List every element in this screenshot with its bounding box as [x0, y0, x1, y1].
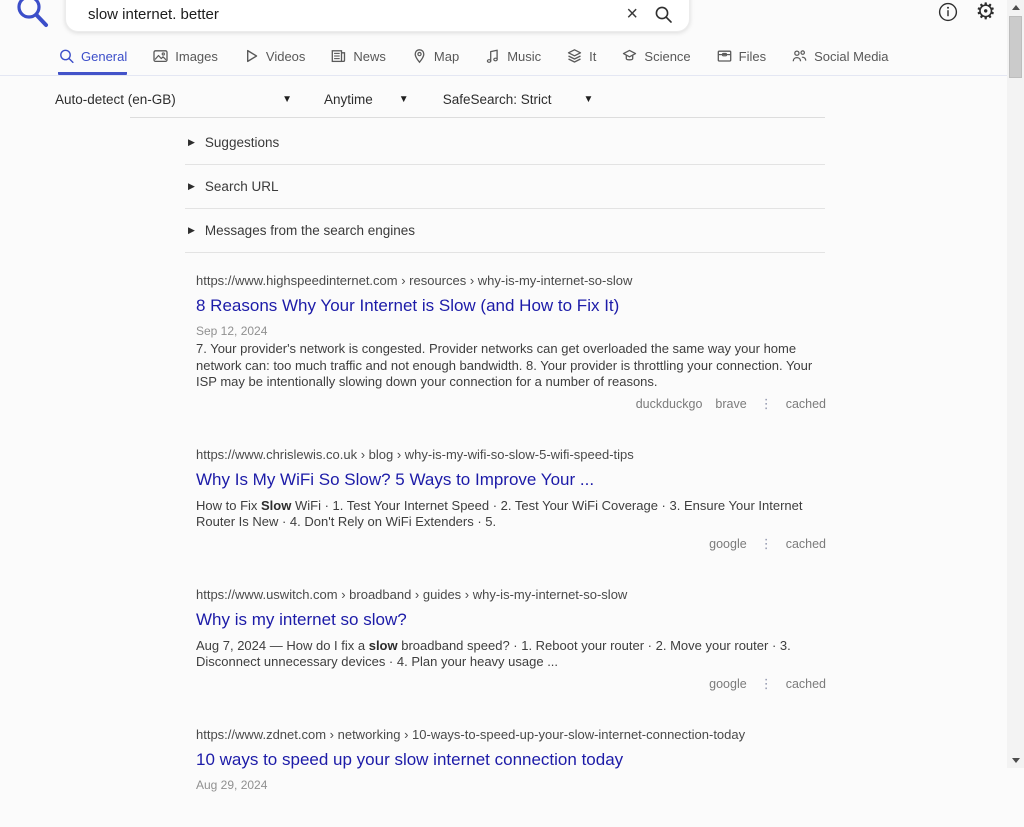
- section-label: Suggestions: [204, 135, 280, 150]
- settings-gear-icon[interactable]: ⚙: [975, 0, 996, 25]
- result-url[interactable]: https://www.zdnet.com › networking › 10-ways-to-speed-up-your-slow-internet-connection-today: [196, 726, 746, 742]
- result-footer: [196, 396, 826, 412]
- scroll-down-arrow-icon[interactable]: [1007, 753, 1024, 768]
- app-logo-magnifier-icon[interactable]: [12, 0, 52, 33]
- images-icon: [152, 48, 169, 64]
- search-result: [196, 587, 826, 692]
- tab-label: News: [353, 48, 386, 64]
- news-icon: [330, 48, 347, 64]
- engine-name: google: [709, 536, 747, 551]
- tab-label: Images: [175, 48, 218, 64]
- tab-label: General: [81, 48, 128, 64]
- language-value: Auto-detect (en-GB): [55, 92, 176, 107]
- section-label: Messages from the search engines: [204, 223, 416, 238]
- result-title-link[interactable]: Why is my internet so slow?: [196, 609, 407, 629]
- time-range-select[interactable]: [324, 92, 409, 107]
- collapsible-sections: [185, 121, 825, 253]
- safesearch-value: SafeSearch: Strict: [442, 92, 552, 107]
- tab-music[interactable]: [484, 46, 541, 75]
- tab-science[interactable]: [621, 46, 690, 75]
- chevron-down-icon: ▼: [583, 94, 594, 105]
- result-url[interactable]: https://www.highspeedinternet.com › resources › why-is-my-internet-so-slow: [196, 273, 633, 288]
- section-label: Search URL: [204, 179, 279, 194]
- result-snippet: Aug 7, 2024 — How do I fix a slow broadband speed? · 1. Reboot your router · 2. Move your router · 3. Disconnect unnecessary devices · 4. Plan your heavy usage ...: [196, 637, 791, 669]
- search-results-list: [196, 273, 826, 827]
- tab-map[interactable]: [411, 46, 459, 75]
- result-footer: [196, 676, 826, 692]
- tab-it[interactable]: [566, 46, 596, 75]
- map-icon: [411, 48, 428, 64]
- header-actions: [938, 1, 996, 23]
- expand-triangle-icon: ▶: [188, 137, 195, 147]
- tab-files[interactable]: [716, 46, 766, 75]
- tab-images[interactable]: [152, 46, 218, 75]
- videos-icon: [243, 48, 260, 64]
- result-url[interactable]: https://www.chrislewis.co.uk › blog › why-is-my-wifi-so-slow-5-wifi-speed-tips: [196, 446, 634, 462]
- tab-social-media[interactable]: [791, 46, 888, 75]
- search-bar[interactable]: [65, 0, 690, 32]
- layers-icon: [566, 48, 583, 64]
- result-title-link[interactable]: 10 ways to speed up your slow internet connection today: [196, 749, 624, 769]
- section-search-url[interactable]: [185, 165, 825, 209]
- language-select[interactable]: [55, 92, 292, 107]
- result-title-link[interactable]: Why Is My WiFi So Slow? 5 Ways to Improve Your ...: [196, 469, 595, 489]
- cached-link[interactable]: cached: [785, 676, 826, 691]
- result-date: Aug 29, 2024: [196, 777, 268, 792]
- tab-label: Videos: [265, 48, 306, 64]
- result-snippet: How to Fix Slow WiFi · 1. Test Your Internet Speed · 2. Test Your WiFi Coverage · 3. Ensure Your Internet Router Is New · 4. Don't Rely on WiFi Extenders · 5.: [196, 497, 803, 529]
- scrollbar-thumb[interactable]: [1009, 16, 1022, 78]
- search-input[interactable]: [66, 6, 616, 23]
- engine-name: brave: [715, 396, 747, 411]
- tab-label: Science: [644, 48, 691, 64]
- science-icon: [621, 48, 638, 64]
- time-range-value: Anytime: [324, 92, 373, 107]
- search-result: [196, 273, 826, 412]
- chevron-down-icon: ▼: [282, 94, 292, 105]
- search-submit-icon[interactable]: [648, 5, 689, 24]
- result-footer: [196, 536, 826, 552]
- files-icon: [716, 48, 733, 64]
- filters-divider: [130, 117, 825, 118]
- search-result: [196, 447, 826, 552]
- chevron-down-icon: ▼: [398, 94, 409, 105]
- tab-label: Map: [433, 48, 460, 64]
- result-menu-dots-icon[interactable]: ⋮: [759, 395, 773, 411]
- engine-name: duckduckgo: [635, 396, 703, 411]
- safesearch-select[interactable]: [443, 92, 594, 107]
- search-filters: [55, 92, 593, 107]
- search-icon: [58, 48, 75, 64]
- engine-name: google: [709, 676, 747, 691]
- result-menu-dots-icon[interactable]: ⋮: [759, 535, 773, 551]
- music-icon: [484, 48, 501, 64]
- section-suggestions[interactable]: [185, 121, 825, 165]
- result-title-link[interactable]: 8 Reasons Why Your Internet is Slow (and How to Fix It): [196, 296, 620, 315]
- cached-link[interactable]: cached: [785, 536, 826, 551]
- result-url[interactable]: https://www.uswitch.com › broadband › guides › why-is-my-internet-so-slow: [196, 586, 628, 602]
- category-tabs: [58, 46, 1007, 75]
- result-snippet: 7. Your provider's network is congested. Provider networks can get overloaded the same way your home network can: too much traffic and not enough bandwidth. 8. Your provider is throttling your connection. Your ISP may be intentionally slowing down your connection for a number of reasons.: [196, 341, 813, 389]
- expand-triangle-icon: ▶: [188, 181, 195, 191]
- info-icon[interactable]: [938, 2, 958, 22]
- tab-label: Music: [507, 48, 542, 64]
- tab-label: It: [589, 48, 597, 64]
- search-result: [196, 727, 826, 792]
- tab-label: Files: [738, 48, 767, 64]
- clear-search-icon[interactable]: ×: [616, 4, 648, 24]
- tab-label: Social Media: [814, 48, 889, 64]
- tab-news[interactable]: [330, 46, 386, 75]
- tab-general[interactable]: [58, 46, 127, 75]
- result-menu-dots-icon[interactable]: ⋮: [759, 675, 773, 691]
- tab-videos[interactable]: [243, 46, 306, 75]
- scroll-up-arrow-icon[interactable]: [1007, 0, 1024, 15]
- scrollbar[interactable]: [1007, 0, 1024, 768]
- section-messages-from-the-search-engines[interactable]: [185, 209, 825, 253]
- cached-link[interactable]: cached: [785, 396, 826, 411]
- result-date: Sep 12, 2024: [196, 324, 268, 338]
- category-tabs-bar: [0, 46, 1007, 76]
- social-icon: [791, 48, 808, 64]
- expand-triangle-icon: ▶: [188, 225, 195, 235]
